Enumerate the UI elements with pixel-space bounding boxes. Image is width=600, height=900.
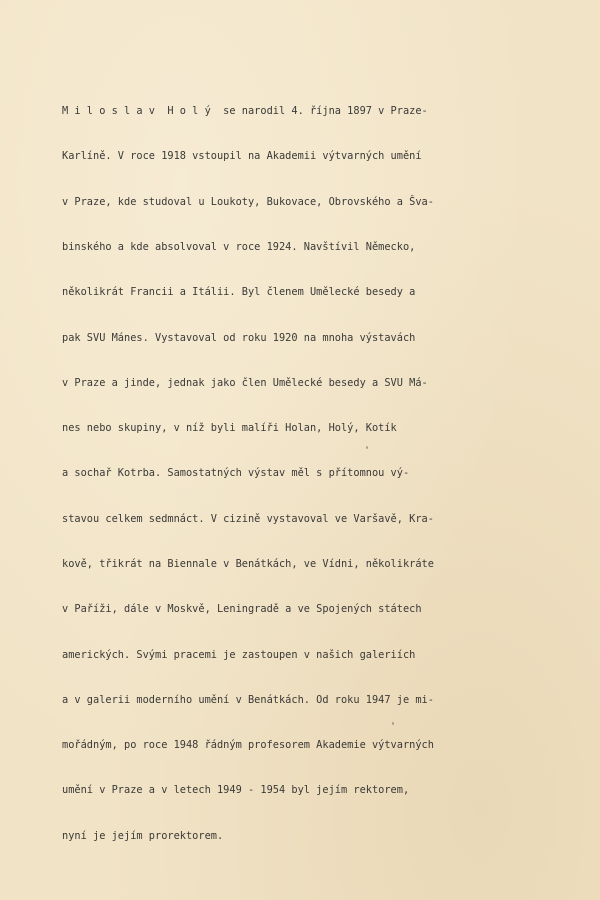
paper-speck (366, 446, 368, 449)
text-line: a v galerii moderního umění v Benátkách. Od roku 1947 je mi- (62, 693, 434, 706)
text-line: několikrát Francii a Itálii. Byl členem Umělecké besedy a (62, 286, 416, 299)
text-line: M i l o s l a v H o l ý se narodil 4. října 1897 v Praze- (62, 105, 428, 118)
text-line: binského a kde absolvoval v roce 1924. Navštívil Německo, (62, 241, 416, 254)
text-line: umění v Praze a v letech 1949 - 1954 byl jejím rektorem, (62, 784, 410, 797)
typed-biography-text (62, 74, 562, 874)
text-line: nes nebo skupiny, v níž byli malíři Holan, Holý, Kotík (62, 422, 397, 435)
text-line: Karlíně. V roce 1918 vstoupil na Akademii výtvarných umění (62, 150, 422, 163)
text-line: stavou celkem sedmnáct. V cizině vystavoval ve Varšavě, Kra- (62, 512, 434, 525)
text-line: a sochař Kotrba. Samostatných výstav měl s přítomnou vý- (62, 467, 410, 480)
text-line: mořádným, po roce 1948 řádným profesorem Akademie výtvarných (62, 739, 434, 752)
text-line: v Praze a jinde, jednak jako člen Umělecké besedy a SVU Má- (62, 376, 428, 389)
text-line: amerických. Svými pracemi je zastoupen v našich galeriích (62, 648, 416, 661)
text-line: kově, třikrát na Biennale v Benátkách, ve Vídni, několikráte (62, 558, 434, 570)
text-line: nyní je jejím prorektorem. (62, 829, 224, 842)
text-line: v Praze, kde studoval u Loukoty, Bukovace, Obrovského a Šva- (62, 195, 434, 208)
text-line: v Paříži, dále v Moskvě, Leningradě a ve Spojených státech (62, 603, 422, 616)
paper-speck (392, 722, 394, 725)
text-line: pak SVU Mánes. Vystavoval od roku 1920 na mnoha výstavách (62, 331, 416, 344)
